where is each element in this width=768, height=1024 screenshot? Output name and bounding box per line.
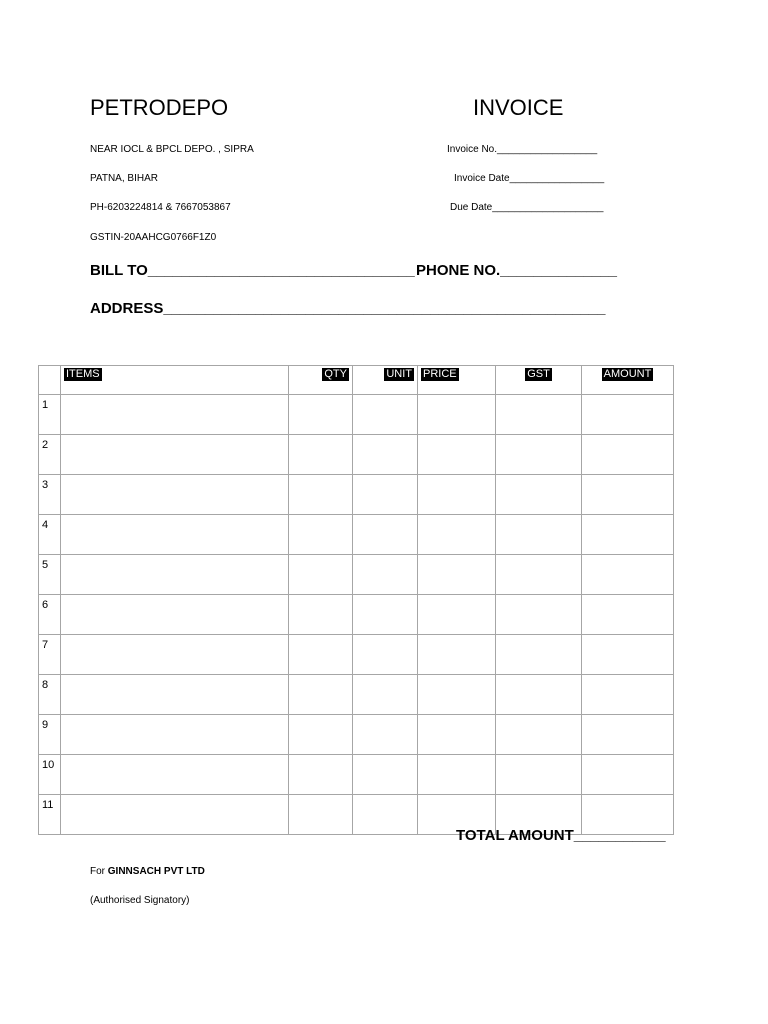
seller-phone: PH-6203224814 & 7667053867	[90, 202, 231, 213]
row-number: 6	[39, 595, 61, 635]
qty-cell[interactable]	[289, 395, 353, 435]
amount-cell[interactable]	[582, 515, 674, 555]
gst-cell[interactable]	[496, 675, 582, 715]
table-row	[39, 595, 674, 635]
gst-cell[interactable]	[496, 715, 582, 755]
column-header-items: ITEMS	[61, 366, 289, 395]
unit-cell[interactable]	[353, 435, 418, 475]
table-row	[39, 395, 674, 435]
row-number: 4	[39, 515, 61, 555]
gst-cell[interactable]	[496, 595, 582, 635]
column-header-gst: GST	[496, 366, 582, 395]
table-row	[39, 675, 674, 715]
item-cell[interactable]	[61, 635, 289, 675]
bill-to-field[interactable]: BILL TO________________________________	[90, 262, 415, 279]
items-table	[38, 365, 674, 835]
column-header-unit: UNIT	[353, 366, 418, 395]
column-header-amount: AMOUNT	[582, 366, 674, 395]
qty-cell[interactable]	[289, 635, 353, 675]
total-amount-field[interactable]: TOTAL AMOUNT___________	[456, 827, 666, 844]
unit-cell[interactable]	[353, 515, 418, 555]
amount-cell[interactable]	[582, 595, 674, 635]
price-cell[interactable]	[418, 515, 496, 555]
price-cell[interactable]	[418, 475, 496, 515]
item-cell[interactable]	[61, 795, 289, 835]
company-name: PETRODEPO	[90, 95, 229, 120]
item-cell[interactable]	[61, 395, 289, 435]
qty-cell[interactable]	[289, 435, 353, 475]
price-cell[interactable]	[418, 755, 496, 795]
table-row	[39, 635, 674, 675]
table-header-row	[39, 366, 674, 395]
table-row	[39, 515, 674, 555]
row-number: 9	[39, 715, 61, 755]
unit-cell[interactable]	[353, 595, 418, 635]
price-cell[interactable]	[418, 715, 496, 755]
gst-cell[interactable]	[496, 755, 582, 795]
row-number: 5	[39, 555, 61, 595]
column-header-qty: QTY	[289, 366, 353, 395]
qty-cell[interactable]	[289, 675, 353, 715]
unit-cell[interactable]	[353, 635, 418, 675]
amount-cell[interactable]	[582, 715, 674, 755]
unit-cell[interactable]	[353, 715, 418, 755]
price-cell[interactable]	[418, 675, 496, 715]
amount-cell[interactable]	[582, 675, 674, 715]
item-cell[interactable]	[61, 475, 289, 515]
qty-cell[interactable]	[289, 715, 353, 755]
table-row	[39, 715, 674, 755]
row-number: 10	[39, 755, 61, 795]
for-company-name: GINNSACH PVT LTD	[107, 866, 205, 877]
price-cell[interactable]	[418, 395, 496, 435]
price-cell[interactable]	[418, 635, 496, 675]
for-prefix: For	[90, 866, 108, 877]
qty-cell[interactable]	[289, 595, 353, 635]
qty-cell[interactable]	[289, 755, 353, 795]
qty-cell[interactable]	[289, 475, 353, 515]
row-number: 1	[39, 395, 61, 435]
table-row	[39, 475, 674, 515]
amount-cell[interactable]	[582, 475, 674, 515]
phone-number-field[interactable]: PHONE NO.______________	[416, 262, 617, 279]
due-date-field[interactable]: Due Date____________________	[450, 202, 604, 213]
table-row	[39, 555, 674, 595]
row-number: 11	[39, 795, 61, 835]
gst-cell[interactable]	[496, 395, 582, 435]
gst-cell[interactable]	[496, 635, 582, 675]
gst-cell[interactable]	[496, 515, 582, 555]
row-number: 3	[39, 475, 61, 515]
gst-cell[interactable]	[496, 435, 582, 475]
item-cell[interactable]	[61, 675, 289, 715]
authorised-signatory: (Authorised Signatory)	[90, 895, 190, 906]
invoice-title: INVOICE	[473, 95, 564, 120]
unit-cell[interactable]	[353, 675, 418, 715]
item-cell[interactable]	[61, 515, 289, 555]
item-cell[interactable]	[61, 755, 289, 795]
amount-cell[interactable]	[582, 395, 674, 435]
item-cell[interactable]	[61, 555, 289, 595]
unit-cell[interactable]	[353, 395, 418, 435]
column-header-number	[39, 366, 61, 395]
table-row	[39, 435, 674, 475]
price-cell[interactable]	[418, 595, 496, 635]
amount-cell[interactable]	[582, 555, 674, 595]
qty-cell[interactable]	[289, 795, 353, 835]
item-cell[interactable]	[61, 435, 289, 475]
invoice-number-field[interactable]: Invoice No.__________________	[447, 144, 598, 155]
table-row	[39, 755, 674, 795]
unit-cell[interactable]	[353, 795, 418, 835]
qty-cell[interactable]	[289, 555, 353, 595]
unit-cell[interactable]	[353, 475, 418, 515]
seller-address-line-2: PATNA, BIHAR	[90, 173, 158, 184]
unit-cell[interactable]	[353, 555, 418, 595]
row-number: 2	[39, 435, 61, 475]
gst-cell[interactable]	[496, 475, 582, 515]
seller-gstin: GSTIN-20AAHCG0766F1Z0	[90, 232, 217, 243]
amount-cell[interactable]	[582, 635, 674, 675]
row-number: 7	[39, 635, 61, 675]
price-cell[interactable]	[418, 555, 496, 595]
price-cell[interactable]	[418, 435, 496, 475]
qty-cell[interactable]	[289, 515, 353, 555]
unit-cell[interactable]	[353, 755, 418, 795]
for-company-line	[90, 866, 205, 877]
invoice-date-field[interactable]: Invoice Date_________________	[454, 173, 605, 184]
row-number: 8	[39, 675, 61, 715]
address-field[interactable]: ADDRESS_____________________________________________________	[90, 300, 606, 317]
item-cell[interactable]	[61, 715, 289, 755]
amount-cell[interactable]	[582, 755, 674, 795]
seller-address-line-1: NEAR IOCL & BPCL DEPO. , SIPRA	[90, 144, 254, 155]
gst-cell[interactable]	[496, 555, 582, 595]
column-header-price: PRICE	[418, 366, 496, 395]
amount-cell[interactable]	[582, 435, 674, 475]
item-cell[interactable]	[61, 595, 289, 635]
